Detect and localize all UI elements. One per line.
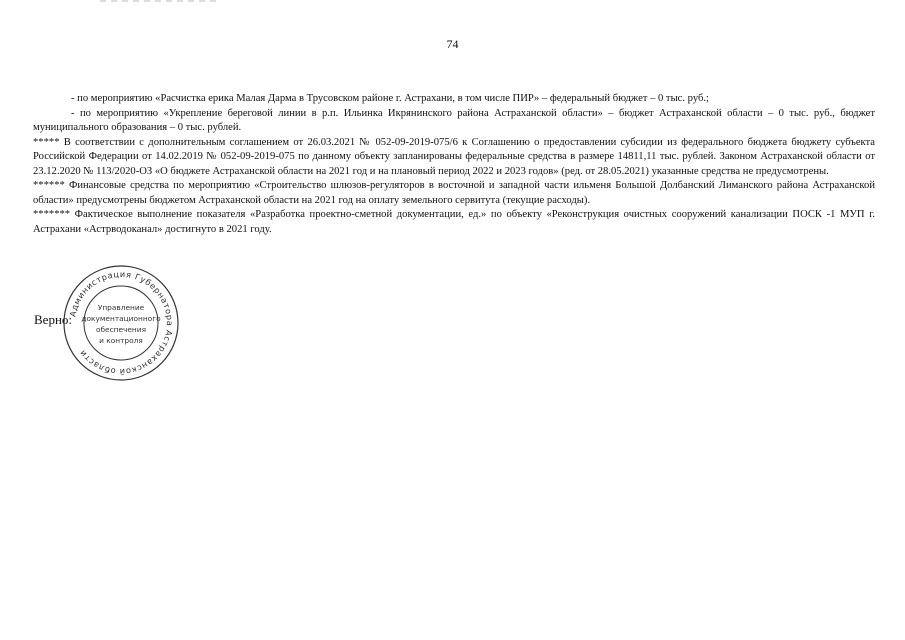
footnote-shoreline: - по мероприятию «Укрепление береговой линии в р.п. Ильинка Икрянинского района Астраханской области» – бюджет Астраханской области – 0 тыс. руб., бюджет муниципального образования – 0 тыс. рублей. <box>33 107 875 133</box>
scan-artifact <box>100 0 220 4</box>
stamp-center-line-3: обеспечения <box>95 325 147 334</box>
stamp-ring-text: Администрация Губернатора Астраханской области <box>67 268 176 378</box>
page-number: 74 <box>446 37 459 51</box>
footnote-5-stars: ***** В соответствии с дополнительным соглашением от 26.03.2021 № 052-09-2019-075/6 к Соглашению о предоставлении субсидии из федерального бюджета бюджету субъекта Российской Федерации от 14.02.2019 № 052-09-2019-075 по данному объекту запланированы федеральные средства в размере 14811,11 тыс. рублей. Законом Астраханской области от 23.12.2020 № 113/2020-ОЗ «О бюджете Астраханской области на 2021 год и на плановый период 2022 и 2023 годов» (ред. от 28.05.2021) указанные средства не предусмотрены. <box>33 136 875 177</box>
footnote-7-stars: ******* Фактическое выполнение показателя «Разработка проектно-сметной документации, ед.» по объекту «Реконструкция очистных сооружений канализации ПОСК -1 МУП г. Астрахани «Астрводоканал» достигнуто в 2021 году. <box>33 209 875 235</box>
footnote-6-stars: ****** Финансовые средства по мероприятию «Строительство шлюзов-регуляторов в восточной и западной части ильменя Большой Долбанский Лиманского района Астраханской области» предусмотрены бюджетом Астраханской области на 2021 год на оплату земельного сервитута (текущие расходы). <box>33 180 875 206</box>
stamp-center-line-1: Управление <box>97 303 145 312</box>
stamp-center-line-2: документационного <box>81 314 161 323</box>
official-stamp <box>62 264 180 382</box>
stamp-center-line-4: и контроля <box>99 336 143 345</box>
footnotes <box>33 92 875 237</box>
verno-label: Верно: <box>34 312 73 327</box>
footnote-ilmen-clearing: - по мероприятию «Расчистка ерика Малая Дарма в Трусовском районе г. Астрахани, в том числе ПИР» – федеральный бюджет – 0 тыс. руб.; <box>71 93 709 104</box>
